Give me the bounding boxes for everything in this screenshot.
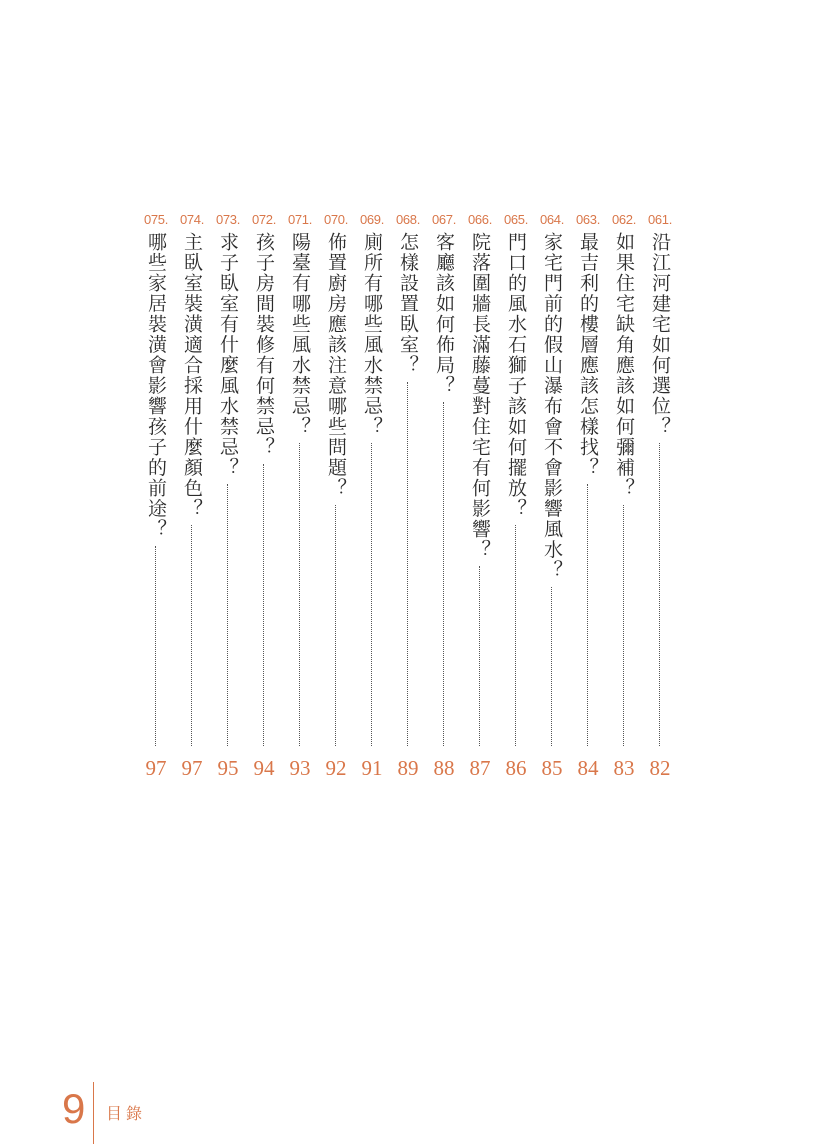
- entry-page-number: 87: [469, 756, 491, 780]
- toc-entry[interactable]: [426, 212, 462, 792]
- toc-entry[interactable]: [534, 212, 570, 792]
- entry-number: 062.: [611, 212, 637, 227]
- entry-page-number: 86: [505, 756, 527, 780]
- entry-page-number: 89: [397, 756, 419, 780]
- entry-page-number: 84: [577, 756, 599, 780]
- toc-entry[interactable]: [462, 212, 498, 792]
- dot-leader: [515, 525, 516, 746]
- entry-number: 072.: [251, 212, 277, 227]
- entry-page-number: 93: [289, 756, 311, 780]
- entry-number: 066.: [467, 212, 493, 227]
- entry-page-number: 85: [541, 756, 563, 780]
- entry-title: 家宅門前的假山瀑布會不會影響風水？: [541, 232, 563, 581]
- entry-page-number: 83: [613, 756, 635, 780]
- footer-divider: [93, 1082, 94, 1144]
- entry-title: 陽臺有哪些風水禁忌？: [289, 232, 311, 437]
- toc-entry[interactable]: [138, 212, 174, 792]
- toc-entry[interactable]: [606, 212, 642, 792]
- table-of-contents: [138, 212, 678, 792]
- entry-number: 070.: [323, 212, 349, 227]
- entry-title: 客廳該如何佈局？: [433, 232, 455, 396]
- entry-title: 廁所有哪些風水禁忌？: [361, 232, 383, 437]
- dot-leader: [623, 505, 624, 746]
- entry-page-number: 91: [361, 756, 383, 780]
- toc-entry[interactable]: [318, 212, 354, 792]
- entry-number: 067.: [431, 212, 457, 227]
- entry-number: 073.: [215, 212, 241, 227]
- entry-number: 069.: [359, 212, 385, 227]
- dot-leader: [551, 587, 552, 746]
- entry-title: 主臥室裝潢適合採用什麼顏色？: [181, 232, 203, 519]
- entry-title: 如果住宅缺角應該如何彌補？: [613, 232, 635, 499]
- dot-leader: [587, 484, 588, 746]
- toc-entry[interactable]: [570, 212, 606, 792]
- entry-number: 074.: [179, 212, 205, 227]
- toc-entry[interactable]: [210, 212, 246, 792]
- dot-leader: [659, 443, 660, 746]
- entry-number: 075.: [143, 212, 169, 227]
- toc-entry[interactable]: [498, 212, 534, 792]
- toc-entry[interactable]: [246, 212, 282, 792]
- entry-number: 063.: [575, 212, 601, 227]
- dot-leader: [407, 382, 408, 746]
- entry-page-number: 97: [145, 756, 167, 780]
- entry-number: 068.: [395, 212, 421, 227]
- toc-entry[interactable]: [174, 212, 210, 792]
- dot-leader: [335, 505, 336, 746]
- entry-title: 最吉利的樓層應該怎樣找？: [577, 232, 599, 478]
- entry-title: 求子臥室有什麼風水禁忌？: [217, 232, 239, 478]
- dot-leader: [443, 402, 444, 746]
- dot-leader: [155, 546, 156, 746]
- dot-leader: [371, 443, 372, 746]
- toc-entry[interactable]: [642, 212, 678, 792]
- entry-page-number: 88: [433, 756, 455, 780]
- page-number: 9: [62, 1085, 86, 1132]
- entry-number: 061.: [647, 212, 673, 227]
- entry-title: 怎樣設置臥室？: [397, 232, 419, 376]
- toc-entry[interactable]: [354, 212, 390, 792]
- entry-title: 哪些家居裝潢會影響孩子的前途？: [145, 232, 167, 540]
- dot-leader: [479, 566, 480, 746]
- section-label: 目錄: [106, 1104, 147, 1123]
- dot-leader: [299, 443, 300, 746]
- entry-page-number: 92: [325, 756, 347, 780]
- entry-title: 沿江河建宅如何選位？: [649, 232, 671, 437]
- entry-title: 孩子房間裝修有何禁忌？: [253, 232, 275, 458]
- entry-number: 071.: [287, 212, 313, 227]
- entry-title: 佈置廚房應該注意哪些問題？: [325, 232, 347, 499]
- entry-title: 院落圍牆長滿藤蔓對住宅有何影響？: [469, 232, 491, 560]
- entry-page-number: 97: [181, 756, 203, 780]
- entry-page-number: 82: [649, 756, 671, 780]
- dot-leader: [263, 464, 264, 746]
- dot-leader: [191, 525, 192, 746]
- dot-leader: [227, 484, 228, 746]
- entry-number: 065.: [503, 212, 529, 227]
- toc-entry[interactable]: [390, 212, 426, 792]
- toc-entry[interactable]: [282, 212, 318, 792]
- entry-page-number: 94: [253, 756, 275, 780]
- entry-number: 064.: [539, 212, 565, 227]
- entry-page-number: 95: [217, 756, 239, 780]
- entry-title: 門口的風水石獅子該如何擺放？: [505, 232, 527, 519]
